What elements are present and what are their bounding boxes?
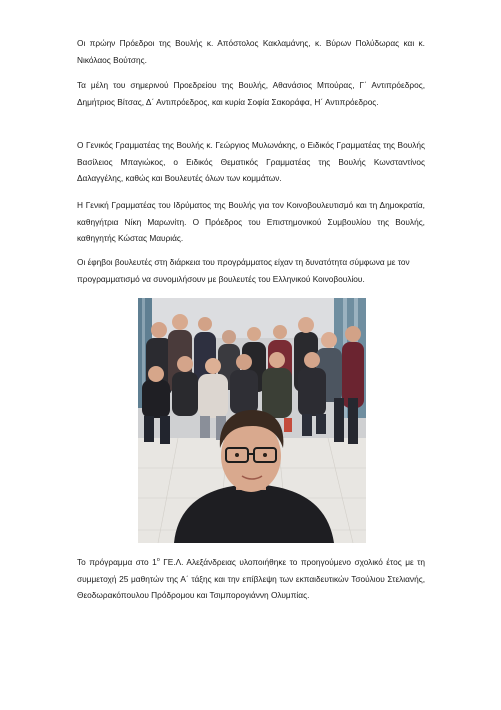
- caption-superscript: ο: [156, 557, 160, 564]
- paragraph-former-presidents: Οι πρώην Πρόεδροι της Βουλής κ. Απόστολος Κακλαμάνης, κ. Βύρων Πολύδωρας και κ. Νικόλαος Βούτσης.: [77, 38, 425, 65]
- caption-text-start: Το πρόγραμμα στο 1: [77, 557, 157, 567]
- caption-text-end: ΓΕ.Λ. Αλεξάνδρειας υλοποιήθηκε το προηγούμενο σχολικό έτος με τη συμμετοχή 25 μαθητών της Α΄ τάξης και την επίβλεψη των εκπαιδευτικών Τσούλιου Στελιανής, Θεοδωρακόπουλου Πρόδρομου και Τσιμπορογιάννη Ολυμπίας.: [77, 557, 426, 600]
- paragraph-current-presidium: Τα μέλη του σημερινού Προεδρείου της Βουλής, Αθανάσιος Μπούρας, Γ΄ Αντιπρόεδρος, Δημήτριος Βίτσας, Δ΄ Αντιπρόεδρος, και κυρία Σοφία Σακοράφα, Η΄ Αντιπρόεδρος.: [77, 80, 425, 107]
- paragraph-teen-mps: Οι έφηβοι βουλευτές στη διάρκεια του προγράμματος είχαν τη δυνατότητα σύμφωνα με τον προγραμματισμό να συνομιλήσουν με βουλευτές του Ελληνικού Κοινοβουλίου.: [77, 257, 410, 284]
- paragraph-foundation: Η Γενική Γραμματέας του Ιδρύματος της Βουλής για τον Κοινοβουλευτισμό και τη Δημοκρατία, καθηγήτρια Νίκη Μαρωνίτη. Ο Πρόεδρος του Επιστημονικού Συμβουλίου της Βουλής, καθηγητής Κώστας Μαυριάς.: [77, 200, 425, 243]
- group-selfie-photo: [138, 298, 366, 543]
- paragraph-secretaries: Ο Γενικός Γραμματέας της Βουλής κ. Γεώργιος Μυλωνάκης, ο Ειδικός Γραμματέας της Βουλής Βασίλειος Μπαγιώκος, ο Ειδικός Θεματικός Γραμματέας της Βουλής Κωνσταντίνος Δαλαγγέλης, καθώς και Βουλευτές όλων των κομμάτων.: [77, 140, 425, 183]
- photo-caption: [77, 554, 425, 604]
